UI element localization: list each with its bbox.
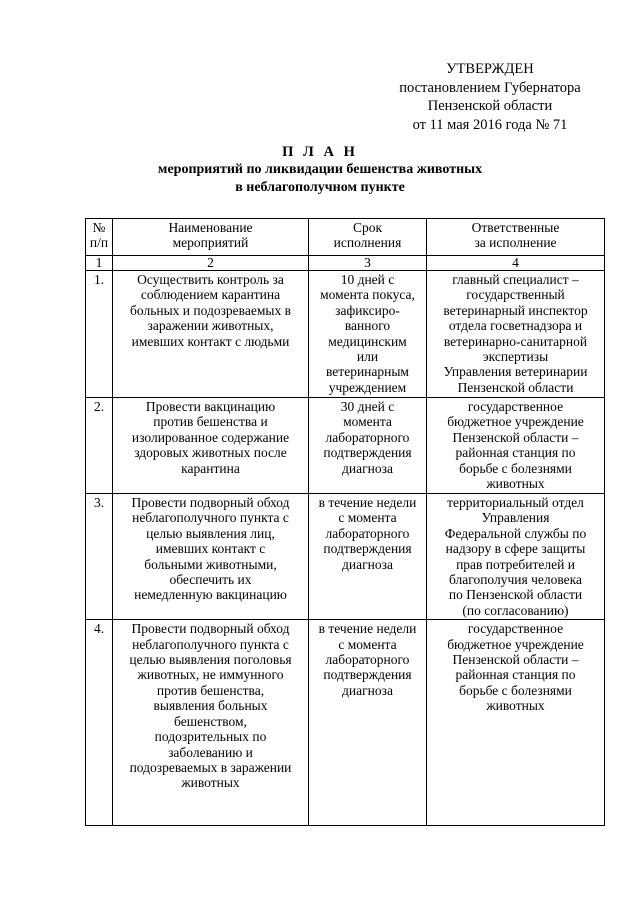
table-row [86, 494, 605, 620]
row-action: Осуществить контроль за соблюдением карантина больных и подозреваемых в заражении животных, имевших контакт с людьми [113, 271, 309, 398]
row-action: Провести подворный обход неблагополучного пункта с целью выявления поголовья животных, не иммунного против бешенства, выявления больных бешенством, подозрительных по заболеванию и подозреваемых в заражении животных [113, 620, 309, 826]
column-number: 1 [86, 256, 113, 271]
header-term: Срок исполнения [309, 219, 427, 256]
row-responsible: территориальный отдел Управления Федеральной службы по надзору в сфере защиты прав потребителей и благополучия человека по Пензенской области (по согласованию) [427, 494, 605, 620]
row-number: 2. [86, 398, 113, 494]
row-action: Провести вакцинацию против бешенства и изолированное содержание здоровых животных после карантина [113, 398, 309, 494]
row-term: 10 дней с момента покуса, зафиксиро- ванного медицинским или ветеринарным учреждением [309, 271, 427, 398]
row-action: Провести подворный обход неблагополучного пункта с целью выявления лиц, имевших контакт с больными животными, обеспечить их немедленную вакцинацию [113, 494, 309, 620]
title-line-1: мероприятий по ликвидации бешенства животных [157, 162, 483, 177]
header-responsible: Ответственные за исполнение [427, 219, 605, 256]
approval-region: Пензенской области [427, 98, 553, 114]
row-term: в течение недели с момента лабораторного подтверждения диагноза [309, 620, 427, 826]
table-header-row [86, 219, 605, 256]
row-term: 30 дней с момента лабораторного подтверждения диагноза [309, 398, 427, 494]
table-row [86, 271, 605, 398]
approval-decree: постановлением Губернатора [399, 79, 581, 96]
title-plan: П Л А Н [282, 144, 358, 160]
column-number: 2 [113, 256, 309, 271]
row-number: 4. [86, 620, 113, 826]
header-no: № п/п [86, 219, 113, 256]
approval-date: от 11 мая 2016 года № 71 [412, 116, 568, 133]
approval-block [370, 60, 610, 134]
row-responsible: государственное бюджетное учреждение Пензенской области – районная станция по борьбе с болезнями животных [427, 620, 605, 826]
row-term: в течение недели с момента лабораторного подтверждения диагноза [309, 494, 427, 620]
document-title [0, 143, 640, 197]
column-number: 4 [427, 256, 605, 271]
row-responsible: государственное бюджетное учреждение Пензенской области – районная станция по борьбе с болезнями животных [427, 398, 605, 494]
column-number-row [86, 256, 605, 271]
table-row [86, 620, 605, 826]
row-number: 1. [86, 271, 113, 398]
row-responsible: главный специалист – государственный ветеринарный инспектор отдела госветнадзора и ветеринарно-санитарной экспертизы Управления ветеринарии Пензенской области [427, 271, 605, 398]
plan-table [85, 218, 605, 826]
row-number: 3. [86, 494, 113, 620]
header-name: Наименование мероприятий [113, 219, 309, 256]
title-line-2: в неблагополучном пункте [235, 180, 405, 195]
column-number: 3 [309, 256, 427, 271]
table-row [86, 398, 605, 494]
approval-heading: УТВЕРЖДЕН [446, 61, 534, 77]
